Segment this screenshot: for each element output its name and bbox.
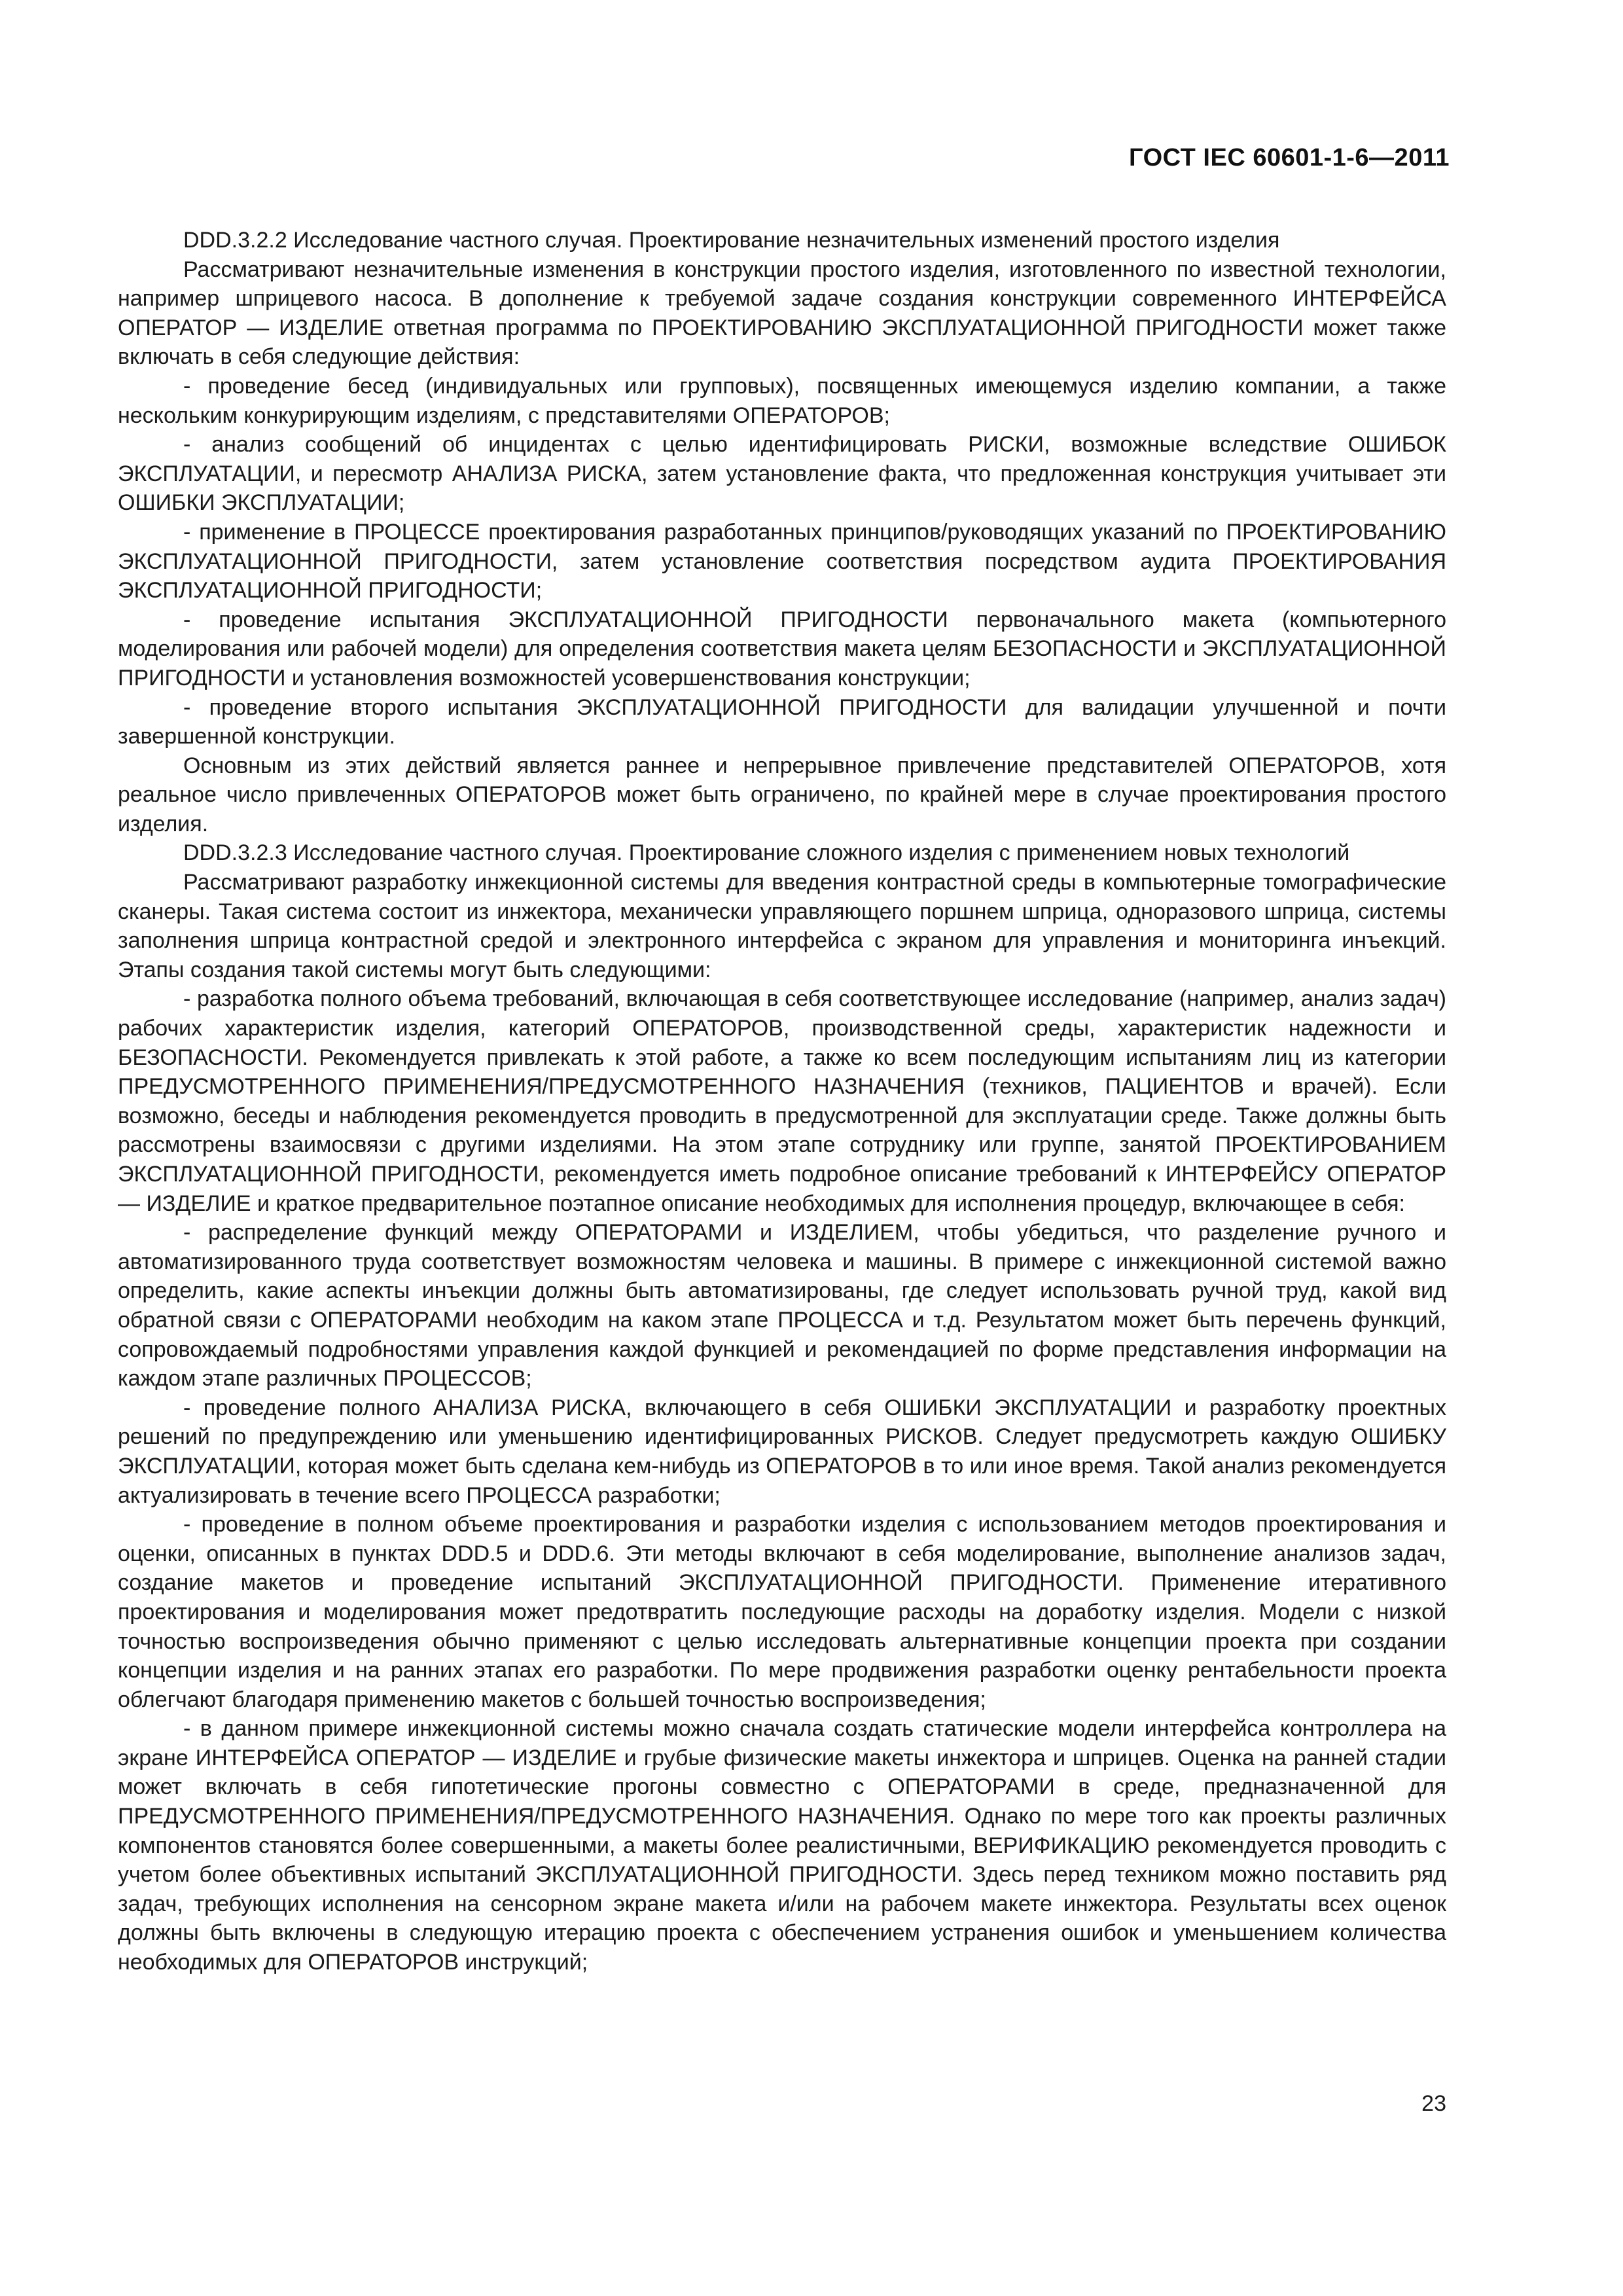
list-item: - проведение второго испытания ЭКСПЛУАТАЦИОННОЙ ПРИГОДНОСТИ для валидации улучшенной и почти завершенной конструкции. <box>118 694 1446 749</box>
list-item: - анализ сообщений об инцидентах с целью идентифицировать РИСКИ, возможные вследствие ОШИБОК ЭКСПЛУАТАЦИИ, и пересмотр АНАЛИЗА РИСКА, затем установление факта, что предложенная конструкция учитывает эти ОШИБКИ ЭКСПЛУАТАЦИИ; <box>118 432 1446 516</box>
list-item: - распределение функций между ОПЕРАТОРАМИ и ИЗДЕЛИЕМ, чтобы убедиться, что разделение ручного и автоматизированного труда соответствует возможностям человека и машины. В примере с инжекционной системой важно определить, какие аспекты инъекции должны быть автоматизированы, где следует использовать ручной труд, какой вид обратной связи с ОПЕРАТОРАМИ необходим на каком этапе ПРОЦЕССА и т.д. Результатом может быть перечень функций, сопровождаемый подробностями управления каждой функцией и рекомендацией по форме представления информации на каждом этапе различных ПРОЦЕССОВ; <box>118 1220 1446 1391</box>
list-item: - проведение в полном объеме проектирования и разработки изделия с использованием методов проектирования и оценки, описанных в пунктах DDD.5 и DDD.6. Эти методы включают в себя моделирование, выполнение анализов задач, создание макетов и проведение испытаний ЭКСПЛУАТАЦИОННОЙ ПРИГОДНОСТИ. Применение итеративного проектирования и моделирования может предотвратить последующие расходы на доработку изделия. Модели с низкой точностью воспроизведения обычно применяют с целью исследовать альтернативные концепции проекта при создании концепции изделия и на ранних этапах его разработки. По мере продвижения разработки оценку рентабельности проекта облегчают благодаря применению макетов с большей точностью воспроизведения; <box>118 1512 1446 1712</box>
section-heading-ddd-3-2-2: DDD.3.2.2 Исследование частного случая. Проектирование незначительных изменений простого изделия <box>183 228 1280 253</box>
list-item: - применение в ПРОЦЕССЕ проектирования разработанных принципов/руководящих указаний по ПРОЕКТИРОВАНИЮ ЭКСПЛУАТАЦИОННОЙ ПРИГОДНОСТИ, затем установление соответствия посредством аудита ПРОЕКТИРОВАНИЯ ЭКСПЛУАТАЦИОННОЙ ПРИГОДНОСТИ; <box>118 519 1446 603</box>
list-item: - проведение бесед (индивидуальных или групповых), посвященных имеющемуся изделию компании, а также нескольким конкурирующим изделиям, с представителями ОПЕРАТОРОВ; <box>118 373 1446 428</box>
list-item: - проведение испытания ЭКСПЛУАТАЦИОННОЙ ПРИГОДНОСТИ первоначального макета (компьютерного моделирования или рабочей модели) для определения соответствия макета целям БЕЗОПАСНОСТИ и ЭКСПЛУАТАЦИОННОЙ ПРИГОДНОСТИ и установления возможностей усовершенствования конструкции; <box>118 607 1446 691</box>
paragraph: Рассматривают незначительные изменения в конструкции простого изделия, изготовленного по известной технологии, например шприцевого насоса. В дополнение к требуемой задаче создания конструкции современного ИНТЕРФЕЙСА ОПЕРАТОР — ИЗДЕЛИЕ ответная программа по ПРОЕКТИРОВАНИЮ ЭКСПЛУАТАЦИОННОЙ ПРИГОДНОСТИ может также включать в себя следующие действия: <box>118 257 1446 370</box>
list-item: - проведение полного АНАЛИЗА РИСКА, включающего в себя ОШИБКИ ЭКСПЛУАТАЦИИ и разработку проектных решений по предупреждению или уменьшению идентифицированных РИСКОВ. Следует предусмотреть каждую ОШИБКУ ЭКСПЛУАТАЦИИ, которая может быть сделана кем-нибудь из ОПЕРАТОРОВ в то или иное время. Такой анализ рекомендуется актуализировать в течение всего ПРОЦЕССА разработки; <box>118 1395 1446 1508</box>
page-number: 23 <box>1421 2091 1446 2116</box>
paragraph: Рассматривают разработку инжекционной системы для введения контрастной среды в компьютерные томографические сканеры. Такая система состоит из инжектора, механически управляющего поршнем шприца, одноразового шприца, системы заполнения шприца контрастной средой и электронного интерфейса с экраном для управления и мониторинга инъекций. Этапы создания такой системы могут быть следующими: <box>118 870 1446 982</box>
standard-header: ГОСТ IEC 60601-1-6—2011 <box>1129 144 1450 171</box>
document-body <box>118 226 1446 1977</box>
list-item: - разработка полного объема требований, включающая в себя соответствующее исследование (например, анализ задач) рабочих характеристик изделия, категорий ОПЕРАТОРОВ, производственной среды, характеристик надежности и БЕЗОПАСНОСТИ. Рекомендуется привлекать к этой работе, а также ко всем последующим испытаниям лиц из категории ПРЕДУСМОТРЕННОГО ПРИМЕНЕНИЯ/ПРЕДУСМОТРЕННОГО НАЗНАЧЕНИЯ (техников, ПАЦИЕНТОВ и врачей). Если возможно, беседы и наблюдения рекомендуется проводить в предусмотренной для эксплуатации среде. Также должны быть рассмотрены взаимосвязи с другими изделиями. На этом этапе сотруднику или группе, занятой ПРОЕКТИРОВАНИЕМ ЭКСПЛУАТАЦИОННОЙ ПРИГОДНОСТИ, рекомендуется иметь подробное описание требований к ИНТЕРФЕЙСУ ОПЕРАТОР — ИЗДЕЛИЕ и краткое предварительное поэтапное описание необходимых для исполнения процедур, включающее в себя: <box>118 986 1446 1216</box>
paragraph: Основным из этих действий является раннее и непрерывное привлечение представителей ОПЕРАТОРОВ, хотя реальное число привлеченных ОПЕРАТОРОВ может быть ограничено, по крайней мере в случае проектирования простого изделия. <box>118 753 1446 836</box>
list-item: - в данном примере инжекционной системы можно сначала создать статические модели интерфейса контроллера на экране ИНТЕРФЕЙСА ОПЕРАТОР — ИЗДЕЛИЕ и грубые физические макеты инжектора и шприцев. Оценка на ранней стадии может включать в себя гипотетические прогоны совместно с ОПЕРАТОРАМИ в среде, предназначенной для ПРЕДУСМОТРЕННОГО ПРИМЕНЕНИЯ/ПРЕДУСМОТРЕННОГО НАЗНАЧЕНИЯ. Однако по мере того как проекты различных компонентов становятся более совершенными, а макеты более реалистичными, ВЕРИФИКАЦИЮ рекомендуется проводить с учетом более объективных испытаний ЭКСПЛУАТАЦИОННОЙ ПРИГОДНОСТИ. Здесь перед техником можно поставить ряд задач, требующих исполнения на сенсорном экране макета и/или на рабочем макете инжектора. Результаты всех оценок должны быть включены в следующую итерацию проекта с обеспечением устранения ошибок и уменьшением количества необходимых для ОПЕРАТОРОВ инструкций; <box>118 1716 1446 1975</box>
section-heading-ddd-3-2-3: DDD.3.2.3 Исследование частного случая. Проектирование сложного изделия с применением новых технологий <box>183 840 1350 866</box>
